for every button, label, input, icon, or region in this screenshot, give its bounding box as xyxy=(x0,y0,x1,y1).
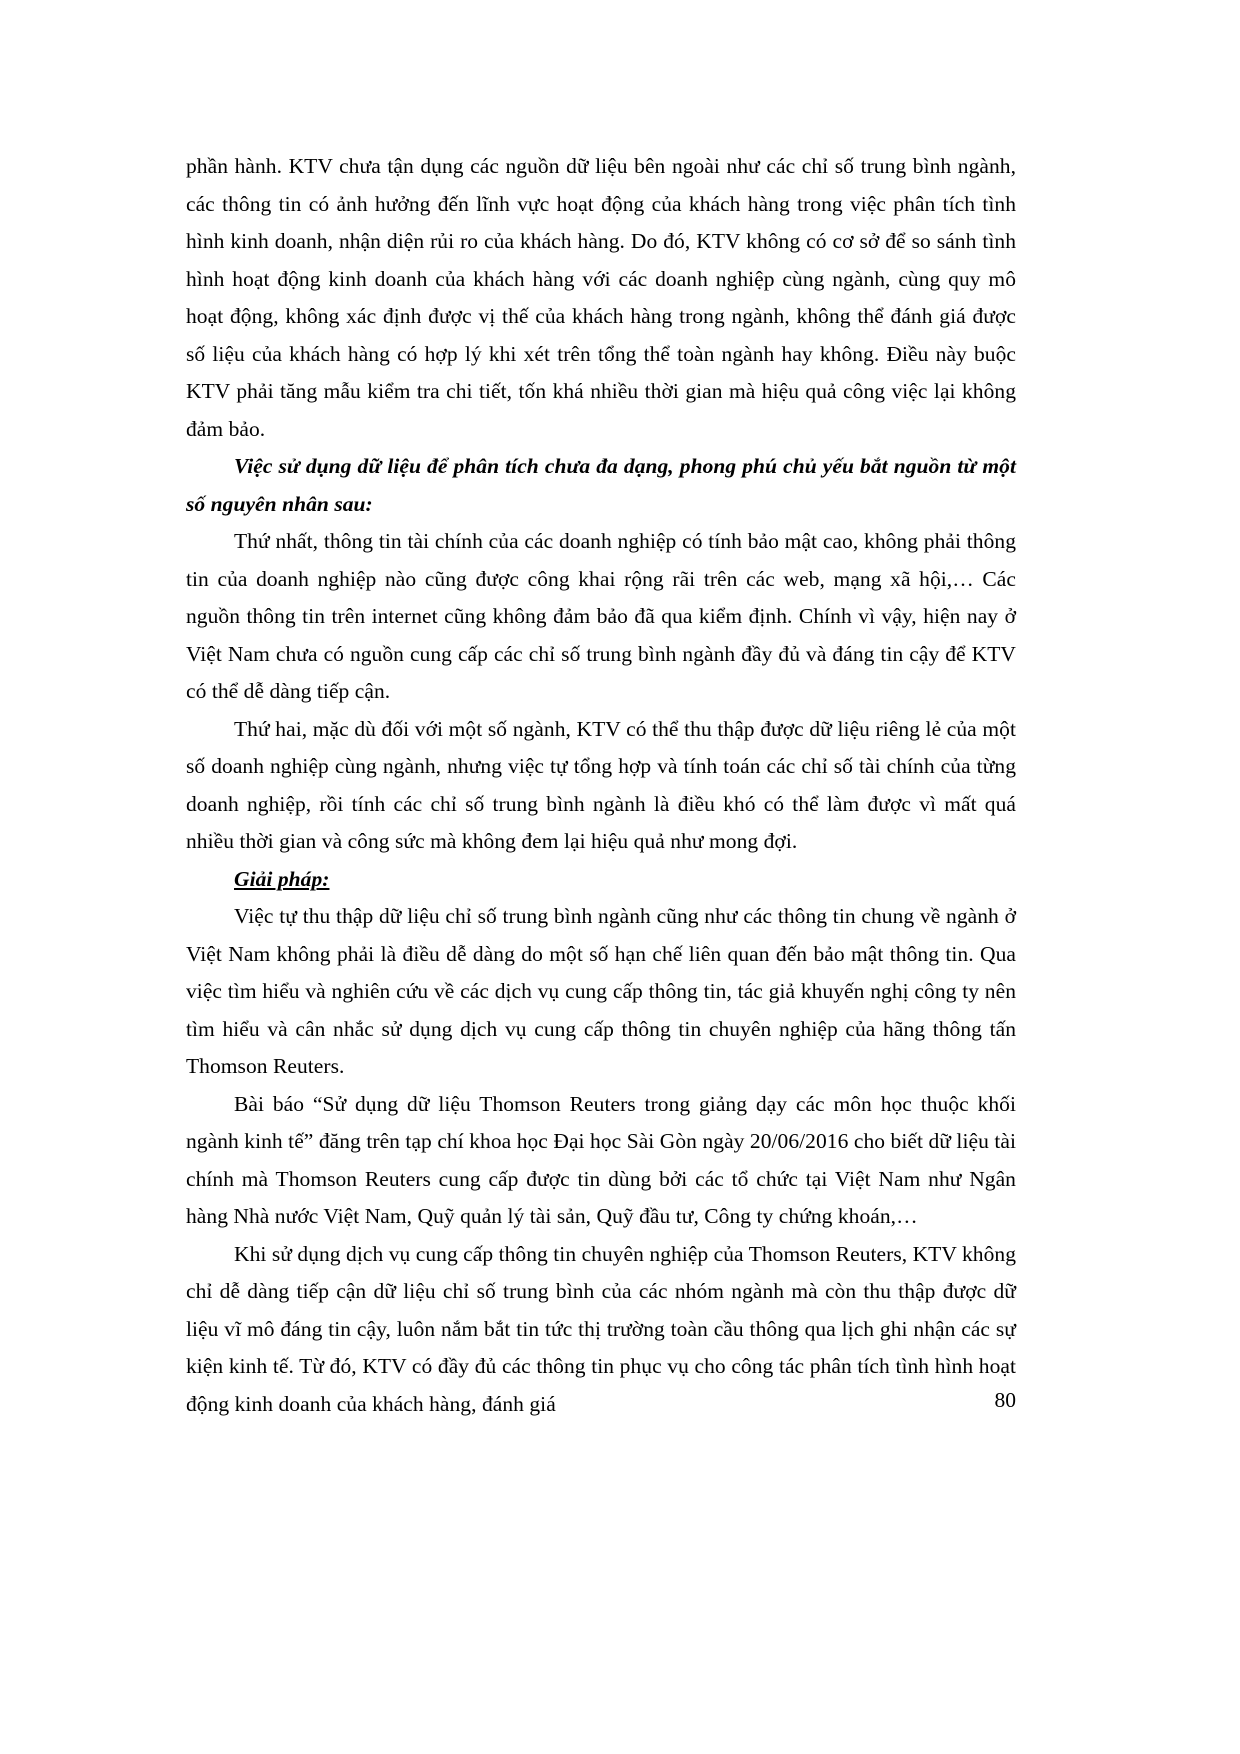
paragraph-6: Việc tự thu thập dữ liệu chỉ số trung bình ngành cũng như các thông tin chung về ngành ở Việt Nam không phải là điều dễ dàng do một số hạn chế liên quan đến bảo mật thông tin. Qua việc tìm hiểu và nghiên cứu về các dịch vụ cung cấp thông tin, tác giả khuyến nghị công ty nên tìm hiểu và cân nhắc sử dụng dịch vụ cung cấp thông tin chuyên nghiệp của hãng thông tấn Thomson Reuters. xyxy=(186,904,1016,1078)
subheading-solution-text: Giải pháp: xyxy=(234,866,330,891)
paragraph-3: Thứ nhất, thông tin tài chính của các doanh nghiệp có tính bảo mật cao, không phải thông tin của doanh nghiệp nào cũng được công khai rộng rãi trên các web, mạng xã hội,… Các nguồn thông tin trên internet cũng không đảm bảo đã qua kiểm định. Chính vì vậy, hiện nay ở Việt Nam chưa có nguồn cung cấp các chỉ số trung bình ngành đầy đủ và đáng tin cậy để KTV có thể dễ dàng tiếp cận. xyxy=(186,529,1016,703)
subheading-solution xyxy=(186,861,1016,899)
paragraph-7: Bài báo “Sử dụng dữ liệu Thomson Reuters trong giảng dạy các môn học thuộc khối ngành kinh tế” đăng trên tạp chí khoa học Đại học Sài Gòn ngày 20/06/2016 cho biết dữ liệu tài chính mà Thomson Reuters cung cấp được tin dùng bởi các tổ chức tại Việt Nam như Ngân hàng Nhà nước Việt Nam, Quỹ quản lý tài sản, Quỹ đầu tư, Công ty chứng khoán,… xyxy=(186,1091,1016,1228)
paragraph-2-heading: Việc sử dụng dữ liệu để phân tích chưa đa dạng, phong phú chủ yếu bắt nguồn từ một số nguyên nhân sau: xyxy=(186,454,1016,516)
page-body xyxy=(186,148,1016,1423)
paragraph-4: Thứ hai, mặc dù đối với một số ngành, KTV có thể thu thập được dữ liệu riêng lẻ của một số doanh nghiệp cùng ngành, nhưng việc tự tổng hợp và tính toán các chỉ số tài chính của từng doanh nghiệp, rồi tính các chỉ số trung bình ngành là điều khó có thể làm được vì mất quá nhiều thời gian và công sức mà không đem lại hiệu quả như mong đợi. xyxy=(186,716,1016,853)
paragraph-1: phần hành. KTV chưa tận dụng các nguồn dữ liệu bên ngoài như các chỉ số trung bình ngành, các thông tin có ảnh hưởng đến lĩnh vực hoạt động của khách hàng trong việc phân tích tình hình kinh doanh, nhận diện rủi ro của khách hàng. Do đó, KTV không có cơ sở để so sánh tình hình hoạt động kinh doanh của khách hàng với các doanh nghiệp cùng ngành, cùng quy mô hoạt động, không xác định được vị thế của khách hàng trong ngành, không thể đánh giá được số liệu của khách hàng có hợp lý khi xét trên tổng thể toàn ngành hay không. Điều này buộc KTV phải tăng mẫu kiểm tra chi tiết, tốn khá nhiều thời gian mà hiệu quả công việc lại không đảm bảo. xyxy=(186,154,1016,441)
page-number: 80 xyxy=(994,1388,1016,1412)
paragraph-8: Khi sử dụng dịch vụ cung cấp thông tin chuyên nghiệp của Thomson Reuters, KTV không chỉ dễ dàng tiếp cận dữ liệu chỉ số trung bình của các nhóm ngành mà còn thu thập được dữ liệu vĩ mô đáng tin cậy, luôn nắm bắt tin tức thị trường toàn cầu thông qua lịch ghi nhận các sự kiện kinh tế. Từ đó, KTV có đầy đủ các thông tin phục vụ cho công tác phân tích tình hình hoạt động kinh doanh của khách hàng, đánh giá xyxy=(186,1241,1016,1416)
